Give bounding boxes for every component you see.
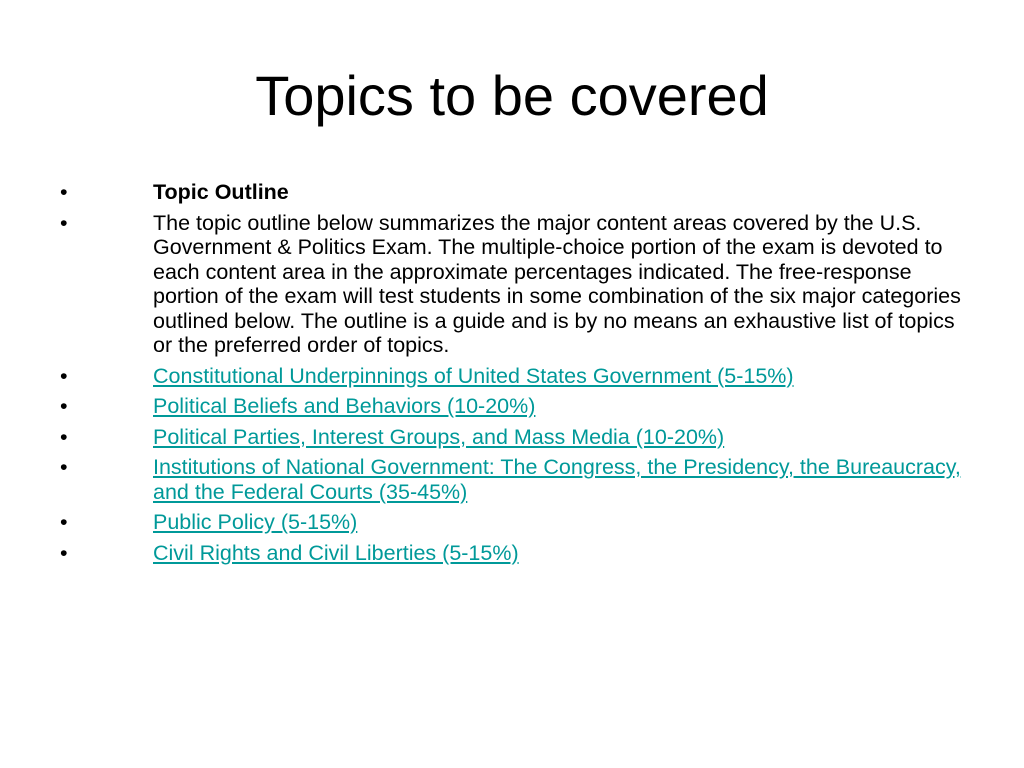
list-item-description	[60, 211, 970, 358]
bullet-marker: •	[60, 424, 68, 449]
bullet-marker: •	[60, 455, 68, 479]
bullet-marker: •	[60, 180, 68, 204]
outline-description: The topic outline below summarizes the major content areas covered by the U.S. Government & Politics Exam. The multiple-choice portion of the exam is devoted to each content area in the approximate percentages indicated. The free-response portion of the exam will test students in some combination of the six major categories outlined below. The outline is a guide and is by no means an exhaustive list of topics or the preferred order of topics.	[153, 210, 961, 357]
list-item-institutions	[60, 455, 970, 504]
bullet-marker: •	[60, 394, 68, 418]
list-item-constitutional	[60, 364, 970, 389]
list-item-topic-outline	[60, 180, 970, 205]
bullet-marker: •	[60, 210, 68, 235]
link-political-parties[interactable]: Political Parties, Interest Groups, and Mass Media (10-20%)	[153, 424, 725, 449]
list-item-parties	[60, 425, 970, 450]
bullet-marker: •	[60, 363, 68, 388]
list-item-beliefs	[60, 394, 970, 419]
link-political-beliefs[interactable]: Political Beliefs and Behaviors (10-20%)	[153, 394, 536, 418]
bullet-marker: •	[60, 540, 68, 565]
link-civil-rights[interactable]: Civil Rights and Civil Liberties (5-15%)	[153, 540, 519, 565]
bullet-list	[60, 180, 970, 571]
bullet-marker: •	[60, 510, 68, 534]
link-constitutional-underpinnings[interactable]: Constitutional Underpinnings of United States Government (5-15%)	[153, 363, 794, 388]
link-public-policy[interactable]: Public Policy (5-15%)	[153, 510, 358, 534]
slide-title: Topics to be covered	[255, 64, 769, 127]
link-institutions[interactable]: Institutions of National Government: The Congress, the Presidency, the Bureaucracy, and the Federal Courts (35-45%)	[153, 455, 961, 504]
list-item-public-policy	[60, 510, 970, 535]
topic-outline-heading: Topic Outline	[153, 180, 289, 204]
list-item-civil-rights	[60, 541, 970, 566]
